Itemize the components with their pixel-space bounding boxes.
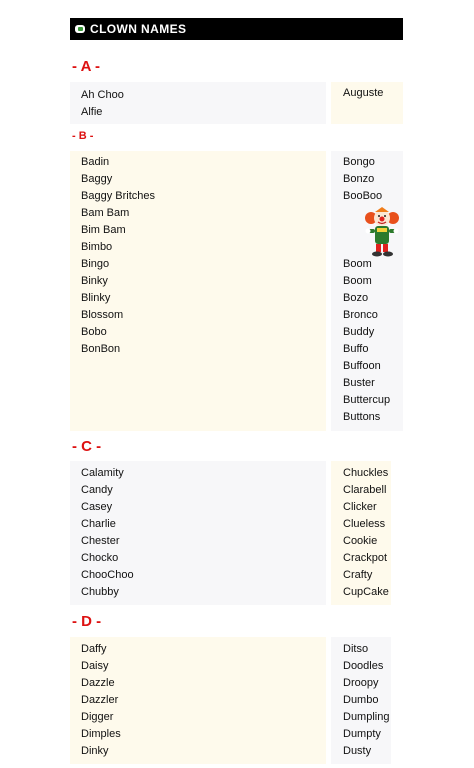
clown-name-item: Bimbo	[81, 241, 113, 253]
section-c-heading: - C -	[72, 438, 102, 455]
clown-name-item: Droopy	[343, 677, 379, 689]
clown-name-item: CupCake	[343, 586, 389, 598]
clown-name-item: Charlie	[81, 518, 116, 530]
clown-name-item: Buddy	[343, 326, 375, 338]
clown-name-item: Clueless	[343, 518, 386, 530]
clown-name-item: Bingo	[81, 258, 110, 270]
clown-name-item: Bam Bam	[81, 207, 130, 219]
clown-name-item: Bongo	[343, 156, 375, 168]
clown-name-item: Calamity	[81, 467, 124, 479]
clown-name-item: Blinky	[81, 292, 111, 304]
clown-name-item: Auguste	[343, 87, 384, 99]
chat-bubble-icon	[75, 25, 85, 33]
clown-name-item: Clicker	[343, 501, 377, 513]
clown-name-item: Bim Bam	[81, 224, 126, 236]
clown-name-item: Binky	[81, 275, 108, 287]
clown-name-item: BooBoo	[343, 190, 383, 202]
clown-name-item: Chubby	[81, 586, 119, 598]
clown-name-item: ChooChoo	[81, 569, 134, 581]
clown-name-item: Boom	[343, 258, 372, 270]
clown-name-item: Boom	[343, 275, 372, 287]
clown-name-item: Dazzler	[81, 694, 119, 706]
clown-name-item: Crackpot	[343, 552, 388, 564]
title-bar	[70, 18, 403, 40]
clown-name-item: Doodles	[343, 660, 384, 672]
clown-name-item: Ah Choo	[81, 89, 124, 101]
section-b-heading: - B -	[72, 130, 94, 142]
clown-name-item: Ditso	[343, 643, 369, 655]
page-title: CLOWN NAMES	[90, 22, 187, 36]
clown-name-item: Candy	[81, 484, 113, 496]
clown-name-item: Dumbo	[343, 694, 379, 706]
clown-name-item: Baggy	[81, 173, 113, 185]
clown-name-item: Casey	[81, 501, 113, 513]
clown-name-item: Dinky	[81, 745, 109, 757]
clown-name-item: Chocko	[81, 552, 119, 564]
clown-name-item: BonBon	[81, 343, 121, 355]
clown-name-item: Bonzo	[343, 173, 375, 185]
clown-name-item: Bozo	[343, 292, 369, 304]
clown-name-item: Daffy	[81, 643, 107, 655]
clown-icon	[364, 207, 402, 257]
clown-name-item: Buffoon	[343, 360, 381, 372]
clown-name-item: Bronco	[343, 309, 378, 321]
clown-name-item: Chuckles	[343, 467, 389, 479]
clown-name-item: Badin	[81, 156, 110, 168]
clown-name-item: Dazzle	[81, 677, 115, 689]
clown-name-item: Bobo	[81, 326, 107, 338]
section-d-heading: - D -	[72, 613, 102, 630]
clown-name-item: Chester	[81, 535, 120, 547]
clown-name-item: Buster	[343, 377, 375, 389]
clown-name-item: Digger	[81, 711, 114, 723]
clown-name-item: Clarabell	[343, 484, 387, 496]
clown-name-item: Daisy	[81, 660, 109, 672]
clown-name-item: Dimples	[81, 728, 121, 740]
clown-name-item: Dumpty	[343, 728, 381, 740]
clown-name-item: Buttons	[343, 411, 381, 423]
clown-name-item: Crafty	[343, 569, 373, 581]
clown-name-item: Cookie	[343, 535, 378, 547]
clown-name-item: Buttercup	[343, 394, 391, 406]
clown-name-item: Alfie	[81, 106, 103, 118]
clown-name-item: Baggy Britches	[81, 190, 155, 202]
clown-name-item: Blossom	[81, 309, 124, 321]
section-a-heading: - A -	[72, 58, 101, 75]
clown-name-item: Buffo	[343, 343, 369, 355]
clown-name-item: Dusty	[343, 745, 372, 757]
clown-name-item: Dumpling	[343, 711, 390, 723]
